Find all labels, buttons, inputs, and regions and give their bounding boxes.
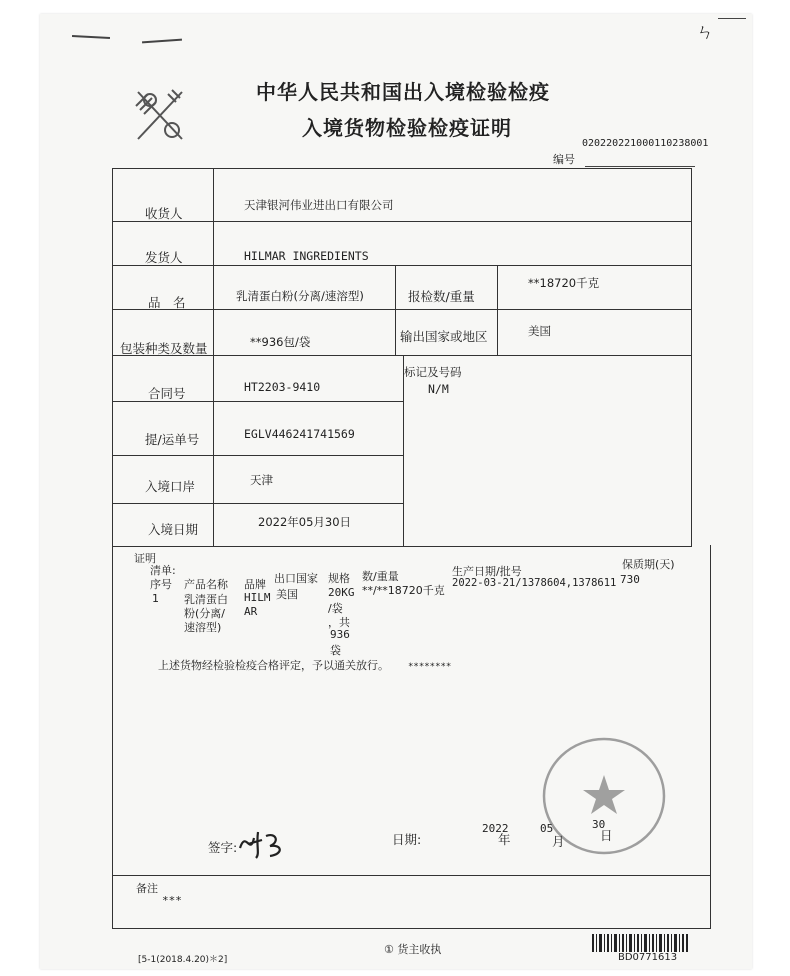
inspection-statement: 上述货物经检验检疫合格评定，予以通关放行。 bbox=[158, 659, 389, 672]
entry-date-value: 2022年05月30日 bbox=[258, 515, 352, 529]
bl-label: 提/运单号 bbox=[145, 432, 200, 447]
port-label: 入境口岸 bbox=[145, 479, 196, 494]
divider bbox=[113, 309, 691, 310]
row-country: 美国 bbox=[276, 588, 298, 601]
declared-qty-label: 报检数/重量 bbox=[408, 289, 475, 304]
port-value: 天津 bbox=[250, 473, 273, 487]
certificate-title: 入境货物检验检疫证明 bbox=[302, 116, 512, 140]
row-spec-1: 20KG bbox=[328, 586, 355, 599]
consignee-value: 天津银河伟业进出口有限公司 bbox=[244, 198, 394, 212]
divider bbox=[113, 455, 403, 456]
col-qty: 数/重量 bbox=[362, 570, 399, 583]
serial-underline bbox=[585, 166, 695, 167]
signature-icon bbox=[236, 826, 290, 860]
divider bbox=[113, 503, 403, 504]
package-label: 包装种类及数量 bbox=[120, 341, 208, 356]
row-spec-3: ，共 bbox=[328, 616, 350, 629]
statement-stars: ******** bbox=[408, 662, 452, 672]
corner-mark: ㄣ bbox=[696, 22, 714, 43]
list-label: 清单: bbox=[150, 564, 176, 577]
col-shelf: 保质期(天) bbox=[622, 558, 675, 571]
divider bbox=[113, 265, 691, 266]
serial-number: 020220221000110238001 bbox=[582, 138, 709, 149]
remarks-value: *** bbox=[162, 894, 182, 907]
bl-value: EGLV446241741569 bbox=[244, 427, 355, 441]
signature-label: 签字: bbox=[208, 840, 238, 855]
issuer-title: 中华人民共和国出入境检验检疫 bbox=[256, 80, 550, 104]
declared-qty-value: **18720千克 bbox=[528, 276, 600, 290]
barcode-icon bbox=[592, 934, 688, 952]
col-spec: 规格 bbox=[328, 572, 350, 585]
product-label: 品 名 bbox=[148, 295, 186, 310]
month-char: 月 bbox=[552, 834, 565, 849]
info-table bbox=[112, 168, 692, 547]
year-char: 年 bbox=[498, 832, 511, 847]
col-seq: 序号 bbox=[150, 578, 172, 591]
entry-date-label: 入境日期 bbox=[148, 522, 199, 537]
consignor-value: HILMAR INGREDIENTS bbox=[244, 249, 369, 263]
col-name: 产品名称 bbox=[184, 578, 228, 591]
sign-month: 05 bbox=[540, 822, 554, 835]
corner-line bbox=[718, 18, 746, 19]
row-qty: **/**18720千克 bbox=[362, 584, 445, 597]
copy-label: ① 货主收执 bbox=[384, 943, 442, 956]
divider bbox=[403, 355, 404, 546]
row-shelf: 730 bbox=[620, 573, 640, 586]
col-brand: 品牌 bbox=[244, 578, 266, 591]
certificate-label: 证明 bbox=[134, 552, 156, 565]
marks-value: N/M bbox=[428, 382, 449, 396]
row-name-3: 速溶型) bbox=[184, 621, 222, 634]
origin-value: 美国 bbox=[528, 324, 551, 338]
divider bbox=[395, 265, 396, 355]
row-brand-2: AR bbox=[244, 605, 258, 618]
sign-date-label: 日期: bbox=[392, 832, 422, 847]
row-seq: 1 bbox=[152, 592, 159, 605]
divider bbox=[213, 169, 214, 546]
row-name-2: 粉(分离/ bbox=[184, 607, 225, 620]
day-char: 日 bbox=[600, 828, 613, 843]
serial-label: 编号 bbox=[553, 153, 575, 166]
official-seal-icon bbox=[540, 735, 668, 857]
consignee-label: 收货人 bbox=[145, 206, 183, 221]
row-name-1: 乳清蛋白 bbox=[184, 593, 228, 606]
divider bbox=[497, 265, 498, 355]
package-value: **936包/袋 bbox=[250, 335, 311, 349]
remarks-box bbox=[112, 875, 711, 929]
product-value: 乳清蛋白粉(分离/速溶型) bbox=[236, 289, 364, 303]
sign-year: 2022 bbox=[482, 822, 509, 835]
row-spec-2: /袋 bbox=[328, 602, 343, 615]
remarks-label: 备注 bbox=[136, 882, 158, 895]
ciq-emblem-icon bbox=[128, 84, 192, 144]
col-prod-date: 生产日期/批号 bbox=[452, 565, 522, 578]
marks-label: 标记及号码 bbox=[404, 365, 462, 379]
form-code: [5-1(2018.4.20)＊2] bbox=[138, 955, 228, 965]
barcode-number: BD0771613 bbox=[618, 952, 678, 963]
col-country: 出口国家 bbox=[274, 572, 318, 585]
row-prod-date: 2022-03-21/1378604,1378611 bbox=[452, 577, 617, 589]
sign-day: 30 bbox=[592, 818, 606, 831]
consignor-label: 发货人 bbox=[145, 250, 183, 265]
row-spec-5: 袋 bbox=[330, 644, 341, 657]
contract-label: 合同号 bbox=[148, 386, 186, 401]
origin-label: 输出国家或地区 bbox=[400, 329, 488, 344]
row-brand-1: HILM bbox=[244, 591, 271, 604]
divider bbox=[113, 221, 691, 222]
contract-value: HT2203-9410 bbox=[244, 380, 321, 394]
row-spec-4: 936 bbox=[330, 628, 350, 641]
